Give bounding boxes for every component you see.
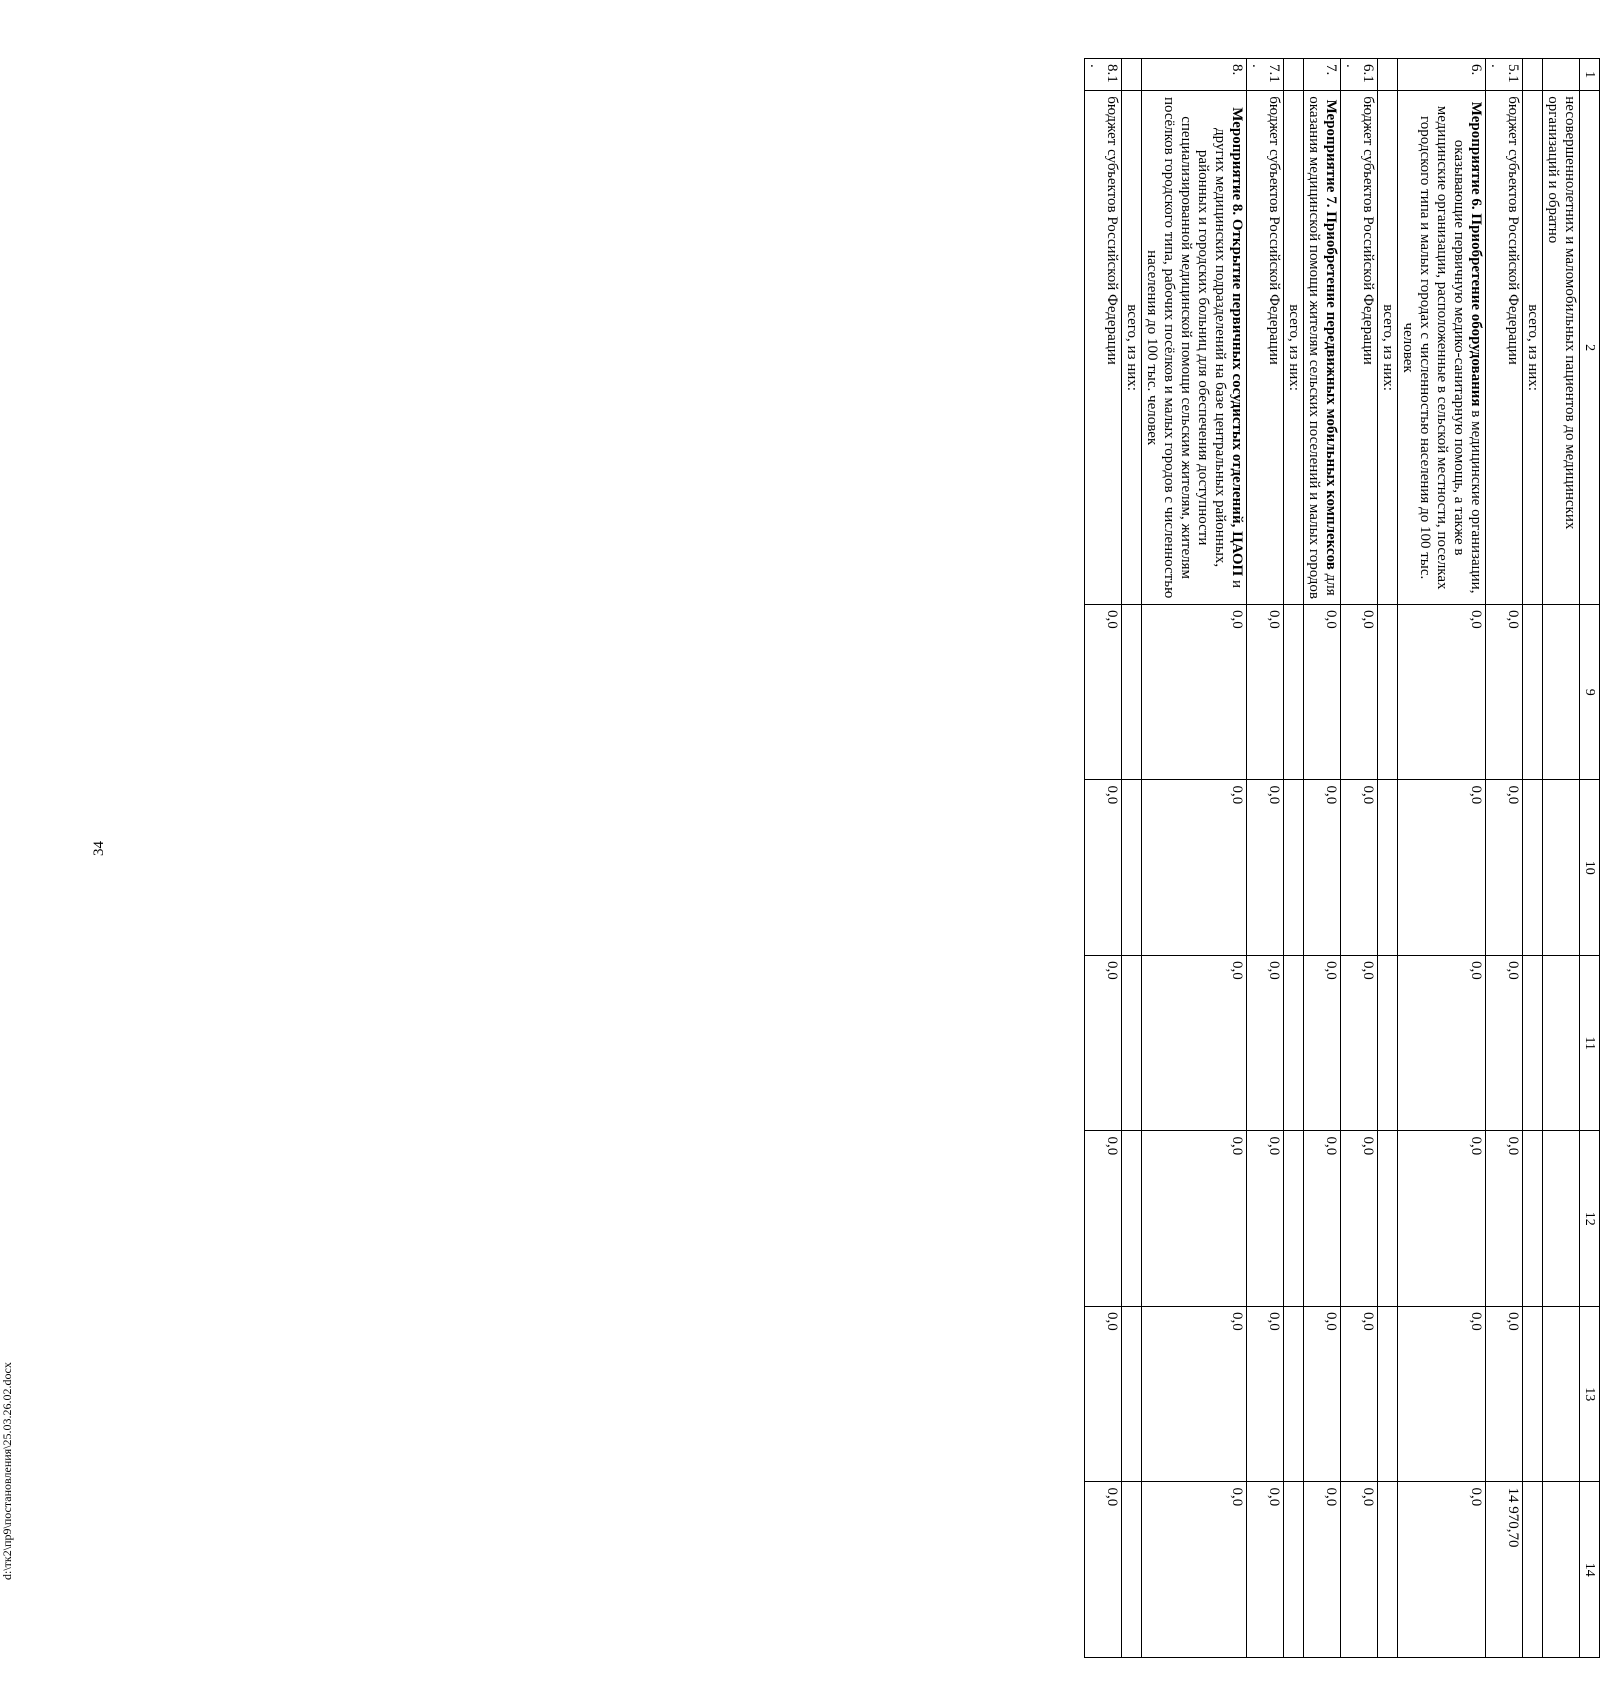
row-description: бюджет субъектов Российской Федерации	[1085, 91, 1122, 605]
footer-file-path: d:\тк2\пр9\постановления\25.03.26.02.docx	[0, 1362, 14, 1580]
value-cell: 0,0	[1142, 1306, 1247, 1482]
value-cell	[1523, 780, 1543, 956]
value-cell: 0,0	[1398, 955, 1486, 1131]
value-cell: 0,0	[1304, 1482, 1341, 1658]
value-cell	[1543, 780, 1580, 956]
value-cell	[1378, 955, 1398, 1131]
measure-description: в медицинские организации, оказывающие первичную медико-санитарную помощь, а также в медицинские организации, расположенные в сельской местности, поселках городского типа и малых городах с численностью населения до 100 тыс. человек	[1400, 105, 1484, 594]
value-cell	[1543, 604, 1580, 780]
value-cell	[1284, 1482, 1304, 1658]
value-cell: 0,0	[1142, 604, 1247, 780]
value-cell: 0,0	[1341, 1131, 1378, 1307]
value-cell: 0,0	[1341, 955, 1378, 1131]
row-description: бюджет субъектов Российской Федерации	[1486, 91, 1523, 605]
table-row	[1398, 59, 1486, 1658]
value-cell: 0,0	[1247, 604, 1284, 780]
value-cell	[1378, 1482, 1398, 1658]
header-cell: 10	[1580, 780, 1600, 956]
header-cell: 14	[1580, 1482, 1600, 1658]
value-cell: 0,0	[1085, 780, 1122, 956]
value-cell: 0,0	[1486, 955, 1523, 1131]
value-cell	[1523, 955, 1543, 1131]
value-cell	[1122, 604, 1142, 780]
value-cell	[1378, 1306, 1398, 1482]
budget-table	[1084, 58, 1600, 1658]
value-cell	[1523, 1131, 1543, 1307]
value-cell: 0,0	[1247, 1306, 1284, 1482]
value-cell: 0,0	[1085, 604, 1122, 780]
value-cell	[1523, 1306, 1543, 1482]
value-cell: 0,0	[1085, 1306, 1122, 1482]
value-cell	[1284, 780, 1304, 956]
row-number: 8.1.	[1085, 59, 1122, 91]
row-number	[1523, 59, 1543, 91]
measure-title: Мероприятие 7. Приобретение передвижных мобильных комплексов	[1323, 99, 1339, 570]
header-cell: 11	[1580, 955, 1600, 1131]
value-cell	[1284, 1131, 1304, 1307]
row-number	[1284, 59, 1304, 91]
header-cell: 1	[1580, 59, 1600, 91]
value-cell	[1122, 1482, 1142, 1658]
value-cell: 0,0	[1304, 604, 1341, 780]
value-cell	[1284, 1306, 1304, 1482]
row-description: всего, из них:	[1378, 91, 1398, 605]
value-cell: 0,0	[1304, 1131, 1341, 1307]
value-cell: 0,0	[1142, 780, 1247, 956]
value-cell: 0,0	[1247, 780, 1284, 956]
row-number: 5.1.	[1486, 59, 1523, 91]
row-description	[1398, 91, 1486, 605]
row-number	[1378, 59, 1398, 91]
value-cell	[1284, 955, 1304, 1131]
value-cell	[1543, 1306, 1580, 1482]
table-row	[1543, 59, 1580, 1658]
value-cell	[1122, 955, 1142, 1131]
table-row	[1247, 59, 1284, 1658]
header-cell: 2	[1580, 91, 1600, 605]
value-cell: 0,0	[1486, 780, 1523, 956]
value-cell	[1543, 1482, 1580, 1658]
value-cell	[1378, 780, 1398, 956]
value-cell	[1284, 604, 1304, 780]
table-row	[1284, 59, 1304, 1658]
value-cell	[1523, 604, 1543, 780]
value-cell	[1122, 780, 1142, 956]
value-cell: 0,0	[1142, 955, 1247, 1131]
header-cell: 12	[1580, 1131, 1600, 1307]
header-cell: 9	[1580, 604, 1600, 780]
row-description	[1142, 91, 1247, 605]
value-cell: 0,0	[1486, 1131, 1523, 1307]
value-cell: 0,0	[1247, 955, 1284, 1131]
table-row	[1304, 59, 1341, 1658]
table-header-row	[1580, 59, 1600, 1658]
value-cell: 0,0	[1398, 780, 1486, 956]
value-cell	[1122, 1306, 1142, 1482]
table-row	[1122, 59, 1142, 1658]
row-number: 7.1.	[1247, 59, 1284, 91]
table-row	[1523, 59, 1543, 1658]
value-cell: 0,0	[1085, 1482, 1122, 1658]
value-cell: 0,0	[1341, 1482, 1378, 1658]
value-cell	[1122, 1131, 1142, 1307]
value-cell: 0,0	[1341, 604, 1378, 780]
value-cell: 0,0	[1486, 604, 1523, 780]
row-description: всего, из них:	[1523, 91, 1543, 605]
value-cell: 0,0	[1398, 1306, 1486, 1482]
value-cell: 0,0	[1142, 1131, 1247, 1307]
value-cell	[1378, 604, 1398, 780]
table-row	[1341, 59, 1378, 1658]
value-cell: 0,0	[1085, 1131, 1122, 1307]
value-cell: 0,0	[1304, 1306, 1341, 1482]
table-row	[1142, 59, 1247, 1658]
row-description: всего, из них:	[1122, 91, 1142, 605]
value-cell: 0,0	[1247, 1131, 1284, 1307]
row-number: 7.	[1304, 59, 1341, 91]
value-cell	[1378, 1131, 1398, 1307]
value-cell: 0,0	[1304, 780, 1341, 956]
row-description	[1304, 91, 1341, 605]
row-number	[1122, 59, 1142, 91]
rotated-sheet	[1000, 58, 1600, 1658]
value-cell: 0,0	[1398, 1131, 1486, 1307]
value-cell: 14 970,70	[1486, 1482, 1523, 1658]
header-cell: 13	[1580, 1306, 1600, 1482]
measure-description: для оказания медицинской помощи жителям сельских поселений и малых городов	[1306, 96, 1339, 599]
value-cell: 0,0	[1304, 955, 1341, 1131]
value-cell	[1543, 1131, 1580, 1307]
value-cell: 0,0	[1247, 1482, 1284, 1658]
row-number: 6.1.	[1341, 59, 1378, 91]
table-row	[1085, 59, 1122, 1658]
row-description: всего, из них:	[1284, 91, 1304, 605]
value-cell	[1543, 955, 1580, 1131]
value-cell: 0,0	[1341, 780, 1378, 956]
row-description: бюджет субъектов Российской Федерации	[1341, 91, 1378, 605]
row-description: бюджет субъектов Российской Федерации	[1247, 91, 1284, 605]
value-cell: 0,0	[1142, 1482, 1247, 1658]
value-cell: 0,0	[1398, 1482, 1486, 1658]
page-number: 34	[91, 841, 107, 856]
value-cell: 0,0	[1486, 1306, 1523, 1482]
measure-title: Мероприятие 8. Открытие первичных сосудистых отделений, ЦАОП	[1229, 107, 1245, 577]
row-description: несовершеннолетних и маломобильных пациентов до медицинских организаций и обратно	[1543, 91, 1580, 605]
row-number: 8.	[1142, 59, 1247, 91]
value-cell: 0,0	[1398, 604, 1486, 780]
value-cell	[1523, 1482, 1543, 1658]
measure-title: Мероприятие 6. Приобретение оборудования	[1468, 101, 1484, 407]
measure-description: и других медицинских подразделений на базе центральных районных, районных и городских больниц для обеспечения доступности специализированной медицинской помощи сельским жителям, жителям посёлков городского типа, рабочих посёлков и малых городов с численностью населения до 100 тыс. человек	[1144, 96, 1245, 599]
row-number	[1543, 59, 1580, 91]
value-cell: 0,0	[1085, 955, 1122, 1131]
value-cell: 0,0	[1341, 1306, 1378, 1482]
row-number: 6.	[1398, 59, 1486, 91]
table-row	[1378, 59, 1398, 1658]
table-row	[1486, 59, 1523, 1658]
